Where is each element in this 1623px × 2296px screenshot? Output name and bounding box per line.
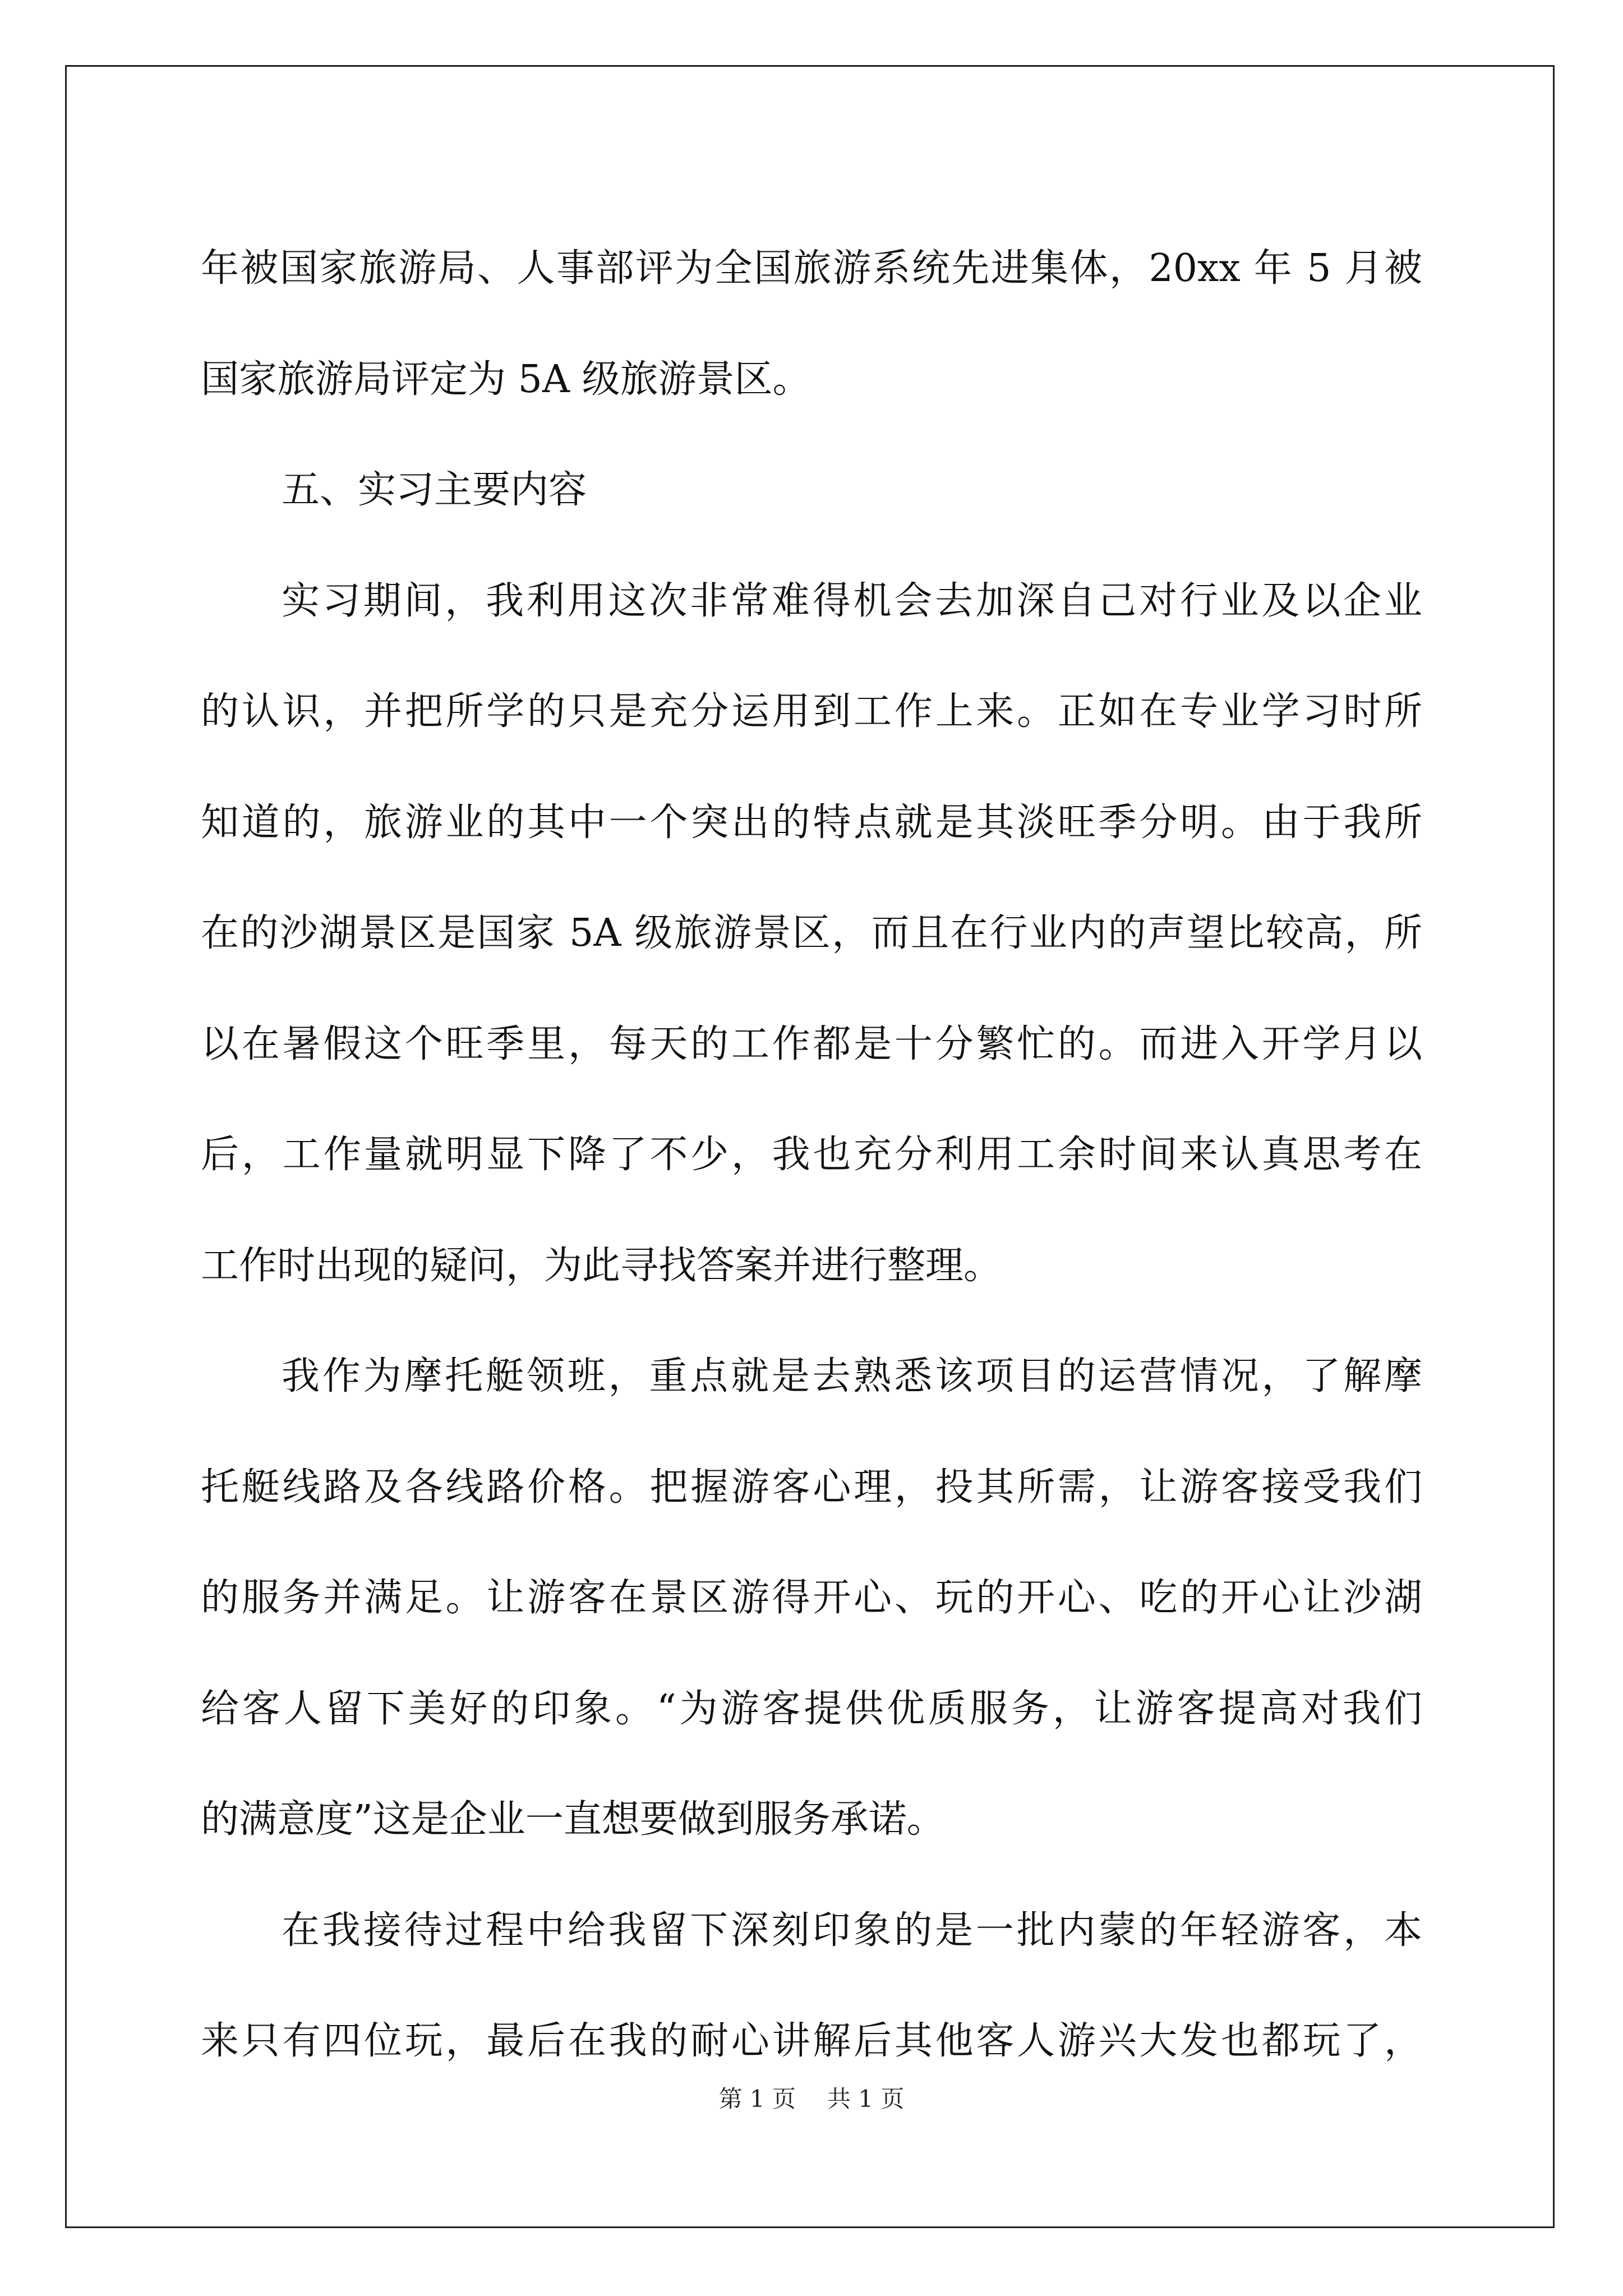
paragraph-line: 的服务并满足。让游客在景区游得开心、玩的开心、吃的开心让沙湖 (201, 1576, 1422, 1620)
paragraph-line: 的认识，并把所学的只是充分运用到工作上来。正如在专业学习时所 (201, 689, 1422, 734)
paragraph-line: 我作为摩托艇领班，重点就是去熟悉该项目的运营情况，了解摩 (282, 1354, 1422, 1398)
paragraph-line: 给客人留下美好的印象。“为游客提供优质服务，让游客提高对我们 (201, 1686, 1422, 1731)
paragraph-line: 在的沙湖景区是国家 5A 级旅游景区，而且在行业内的声望比较高，所 (201, 911, 1422, 955)
paragraph-line: 来只有四位玩，最后在我的耐心讲解后其他客人游兴大发也都玩了， (201, 2019, 1422, 2063)
paragraph-line: 年被国家旅游局、人事部评为全国旅游系统先进集体，20xx 年 5 月被 (201, 246, 1422, 291)
section-heading: 五、实习主要内容 (282, 468, 587, 512)
document-body (201, 213, 1422, 2097)
paragraph-line: 以在暑假这个旺季里，每天的工作都是十分繁忙的。而进入开学月以 (201, 1022, 1422, 1066)
paragraph-line: 工作时出现的疑问，为此寻找答案并进行整理。 (201, 1243, 1002, 1288)
paragraph-line: 国家旅游局评定为 5A 级旅游景区。 (201, 357, 811, 402)
paragraph-line: 的满意度”这是企业一直想要做到服务承诺。 (201, 1797, 945, 1842)
paragraph-line: 实习期间，我利用这次非常难得机会去加深自己对行业及以企业 (282, 578, 1422, 623)
paragraph-line: 后，工作量就明显下降了不少，我也充分利用工余时间来认真思考在 (201, 1133, 1422, 1177)
paragraph-line: 托艇线路及各线路价格。把握游客心理，投其所需，让游客接受我们 (201, 1465, 1422, 1510)
page-number: 第 1 页 (718, 2085, 796, 2113)
page-total: 共 1 页 (827, 2085, 905, 2113)
paragraph-line: 知道的，旅游业的其中一个突出的特点就是其淡旺季分明。由于我所 (201, 800, 1422, 845)
page-footer (0, 2082, 1623, 2116)
paragraph-line: 在我接待过程中给我留下深刻印象的是一批内蒙的年轻游客，本 (282, 1908, 1422, 1953)
